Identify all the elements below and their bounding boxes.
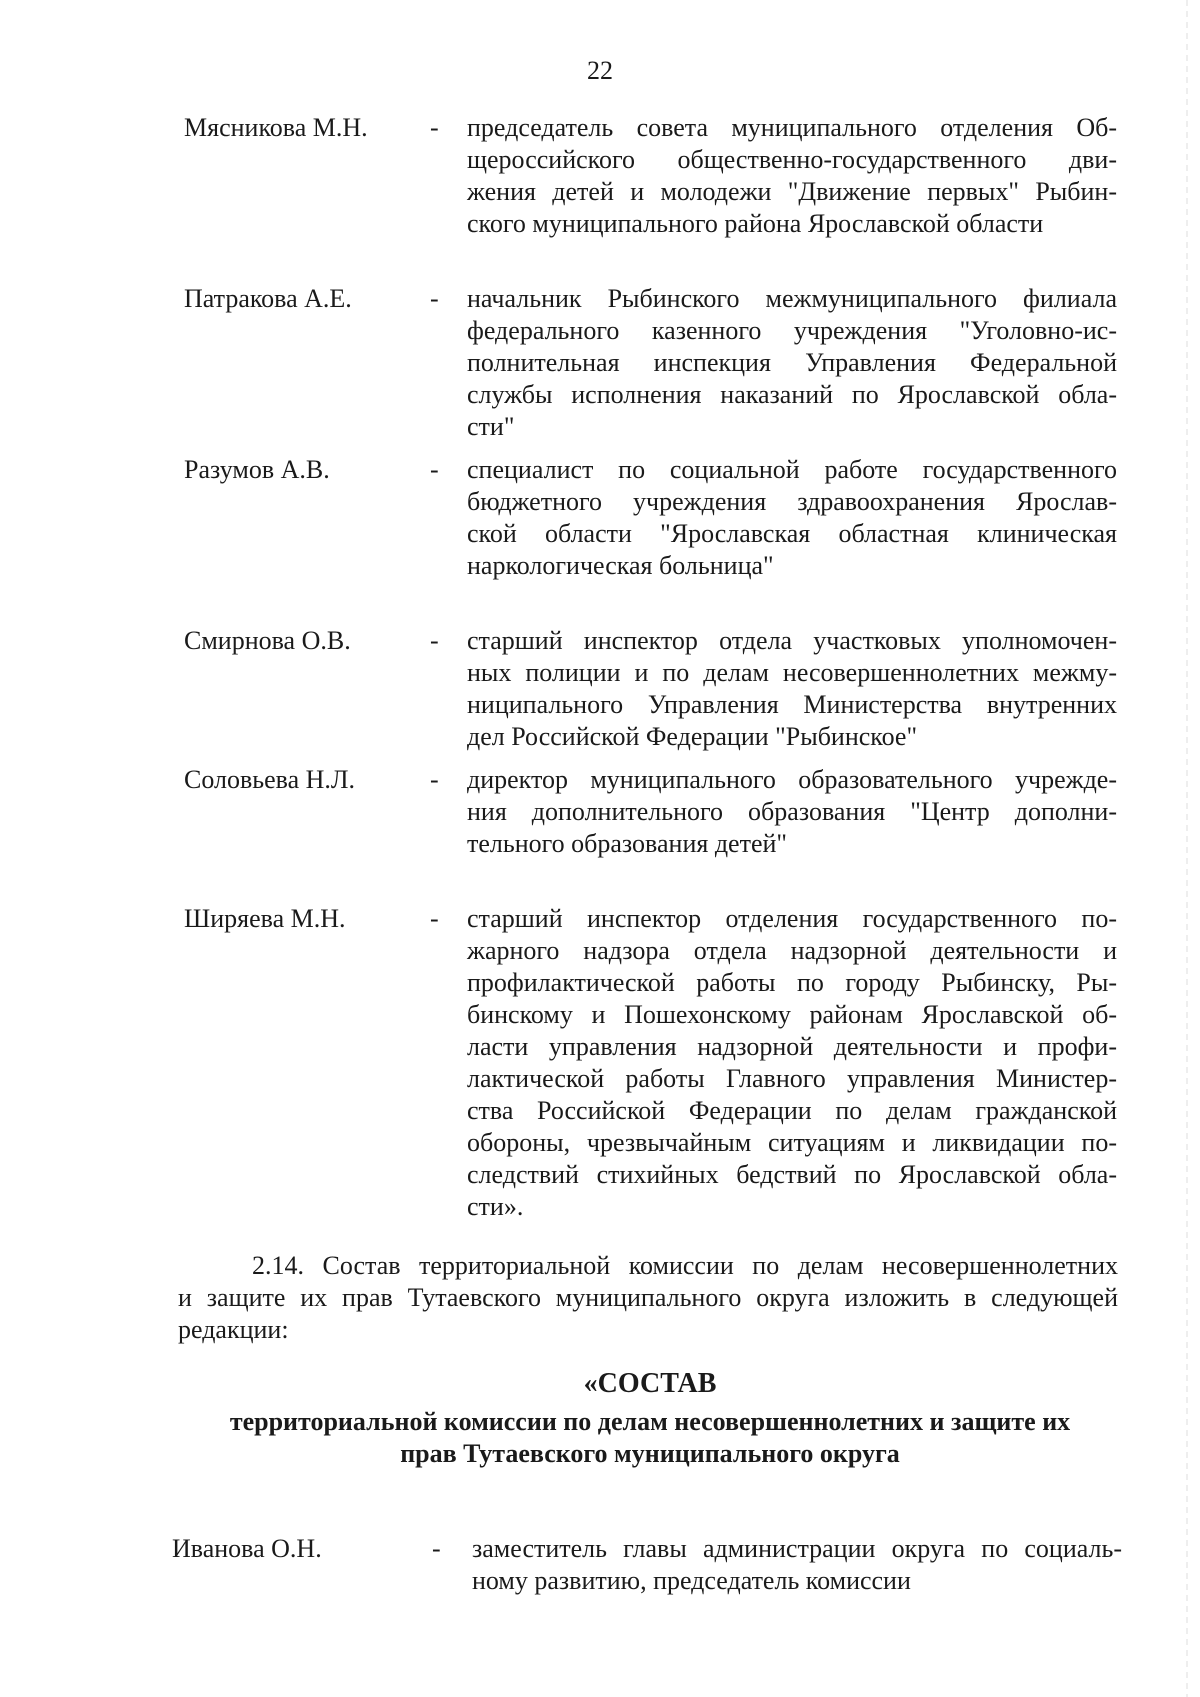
member-role-line: бинскому и Пошехонскому районам Ярославской об- [467,1000,1117,1029]
member-role-line: службы исполнения наказаний по Ярославской обла- [467,380,1117,409]
member-dash: - [430,765,439,794]
member-role-line: щероссийского общественно-государственного дви- [467,145,1117,174]
member-role-line: жарного надзора отдела надзорной деятельности и [467,936,1117,965]
member-dash: - [430,904,439,933]
member-role-line: начальник Рыбинского межмуниципального филиала [467,284,1117,313]
member-role-line: обороны, чрезвычайным ситуациям и ликвидации по- [467,1128,1117,1157]
member-dash: - [430,113,439,142]
member-role [467,454,1117,582]
member-role-line: жения детей и молодежи "Движение первых" Рыбин- [467,177,1117,206]
member-role [467,903,1117,1223]
member-name: Патракова А.Е. [184,284,352,313]
page-number: 22 [587,56,613,85]
member-role-line: ных полиции и по делам несовершеннолетних межму- [467,658,1117,687]
paragraph-line: 2.14. Состав территориальной комиссии по делам несовершеннолетних [252,1251,1118,1280]
member-role-line: ласти управления надзорной деятельности и профи- [467,1032,1117,1061]
member-dash: - [430,284,439,313]
paragraph-2-14 [178,1250,1118,1346]
member-role-line: старший инспектор отделения государственного по- [467,904,1117,933]
member-dash: - [432,1534,441,1563]
member-role-line: наркологическая больница" [467,551,774,580]
member-role-line: старший инспектор отдела участковых уполномочен- [467,626,1117,655]
paragraph-line: и защите их прав Тутаевского муниципального округа изложить в следующей [178,1283,1118,1312]
member-name: Ширяева М.Н. [184,904,346,933]
member-role-line: ства Российской Федерации по делам гражданской [467,1096,1117,1125]
member-role-line: профилактической работы по городу Рыбинску, Ры- [467,968,1117,997]
member-role-line: председатель совета муниципального отделения Об- [467,113,1117,142]
member-role-line: ского муниципального района Ярославской области [467,209,1044,238]
member-role-line: специалист по социальной работе государственного [467,455,1117,484]
member-role-line: бюджетного учреждения здравоохранения Ярослав- [467,487,1117,516]
member-role-line: ния дополнительного образования "Центр дополни- [467,797,1117,826]
paragraph-line: редакции: [178,1315,289,1344]
member-name: Разумов А.В. [184,455,330,484]
member-role-line: ской области "Ярославская областная клиническая [467,519,1117,548]
member-name: Смирнова О.В. [184,626,351,655]
heading-subtitle-line2: прав Тутаевского муниципального округа [400,1439,900,1468]
member-role-line: директор муниципального образовательного учрежде- [467,765,1117,794]
member-role-line: лактической работы Главного управления Министер- [467,1064,1117,1093]
member-role [467,112,1117,240]
heading-title: «СОСТАВ [583,1368,717,1399]
member-role-line: заместитель главы администрации округа по социаль- [472,1534,1122,1563]
heading-subtitle-line1: территориальной комиссии по делам несовершеннолетних и защите их [229,1407,1071,1436]
member-role [472,1533,1122,1597]
member-name: Соловьева Н.Л. [184,765,356,794]
member-role-line: дел Российской Федерации "Рыбинское" [467,722,918,751]
member-name: Мясникова М.Н. [184,113,368,142]
member-role-line: ному развитию, председатель комиссии [472,1566,911,1595]
member-role-line: тельного образования детей" [467,829,788,858]
member-dash: - [430,626,439,655]
member-dash: - [430,455,439,484]
member-name: Иванова О.Н. [172,1534,322,1563]
member-role-line: сти" [467,412,515,441]
member-role [467,283,1117,443]
member-role-line: сти». [467,1192,524,1221]
scan-edge-artifact [1186,0,1188,1697]
member-role [467,625,1117,753]
section-heading [150,1368,1150,1470]
member-role-line: федерального казенного учреждения "Уголовно-ис- [467,316,1117,345]
member-role-line: ниципального Управления Министерства внутренних [467,690,1117,719]
member-role-line: следствий стихийных бедствий по Ярославской обла- [467,1160,1117,1189]
member-role-line: полнительная инспекция Управления Федеральной [467,348,1117,377]
member-role [467,764,1117,860]
